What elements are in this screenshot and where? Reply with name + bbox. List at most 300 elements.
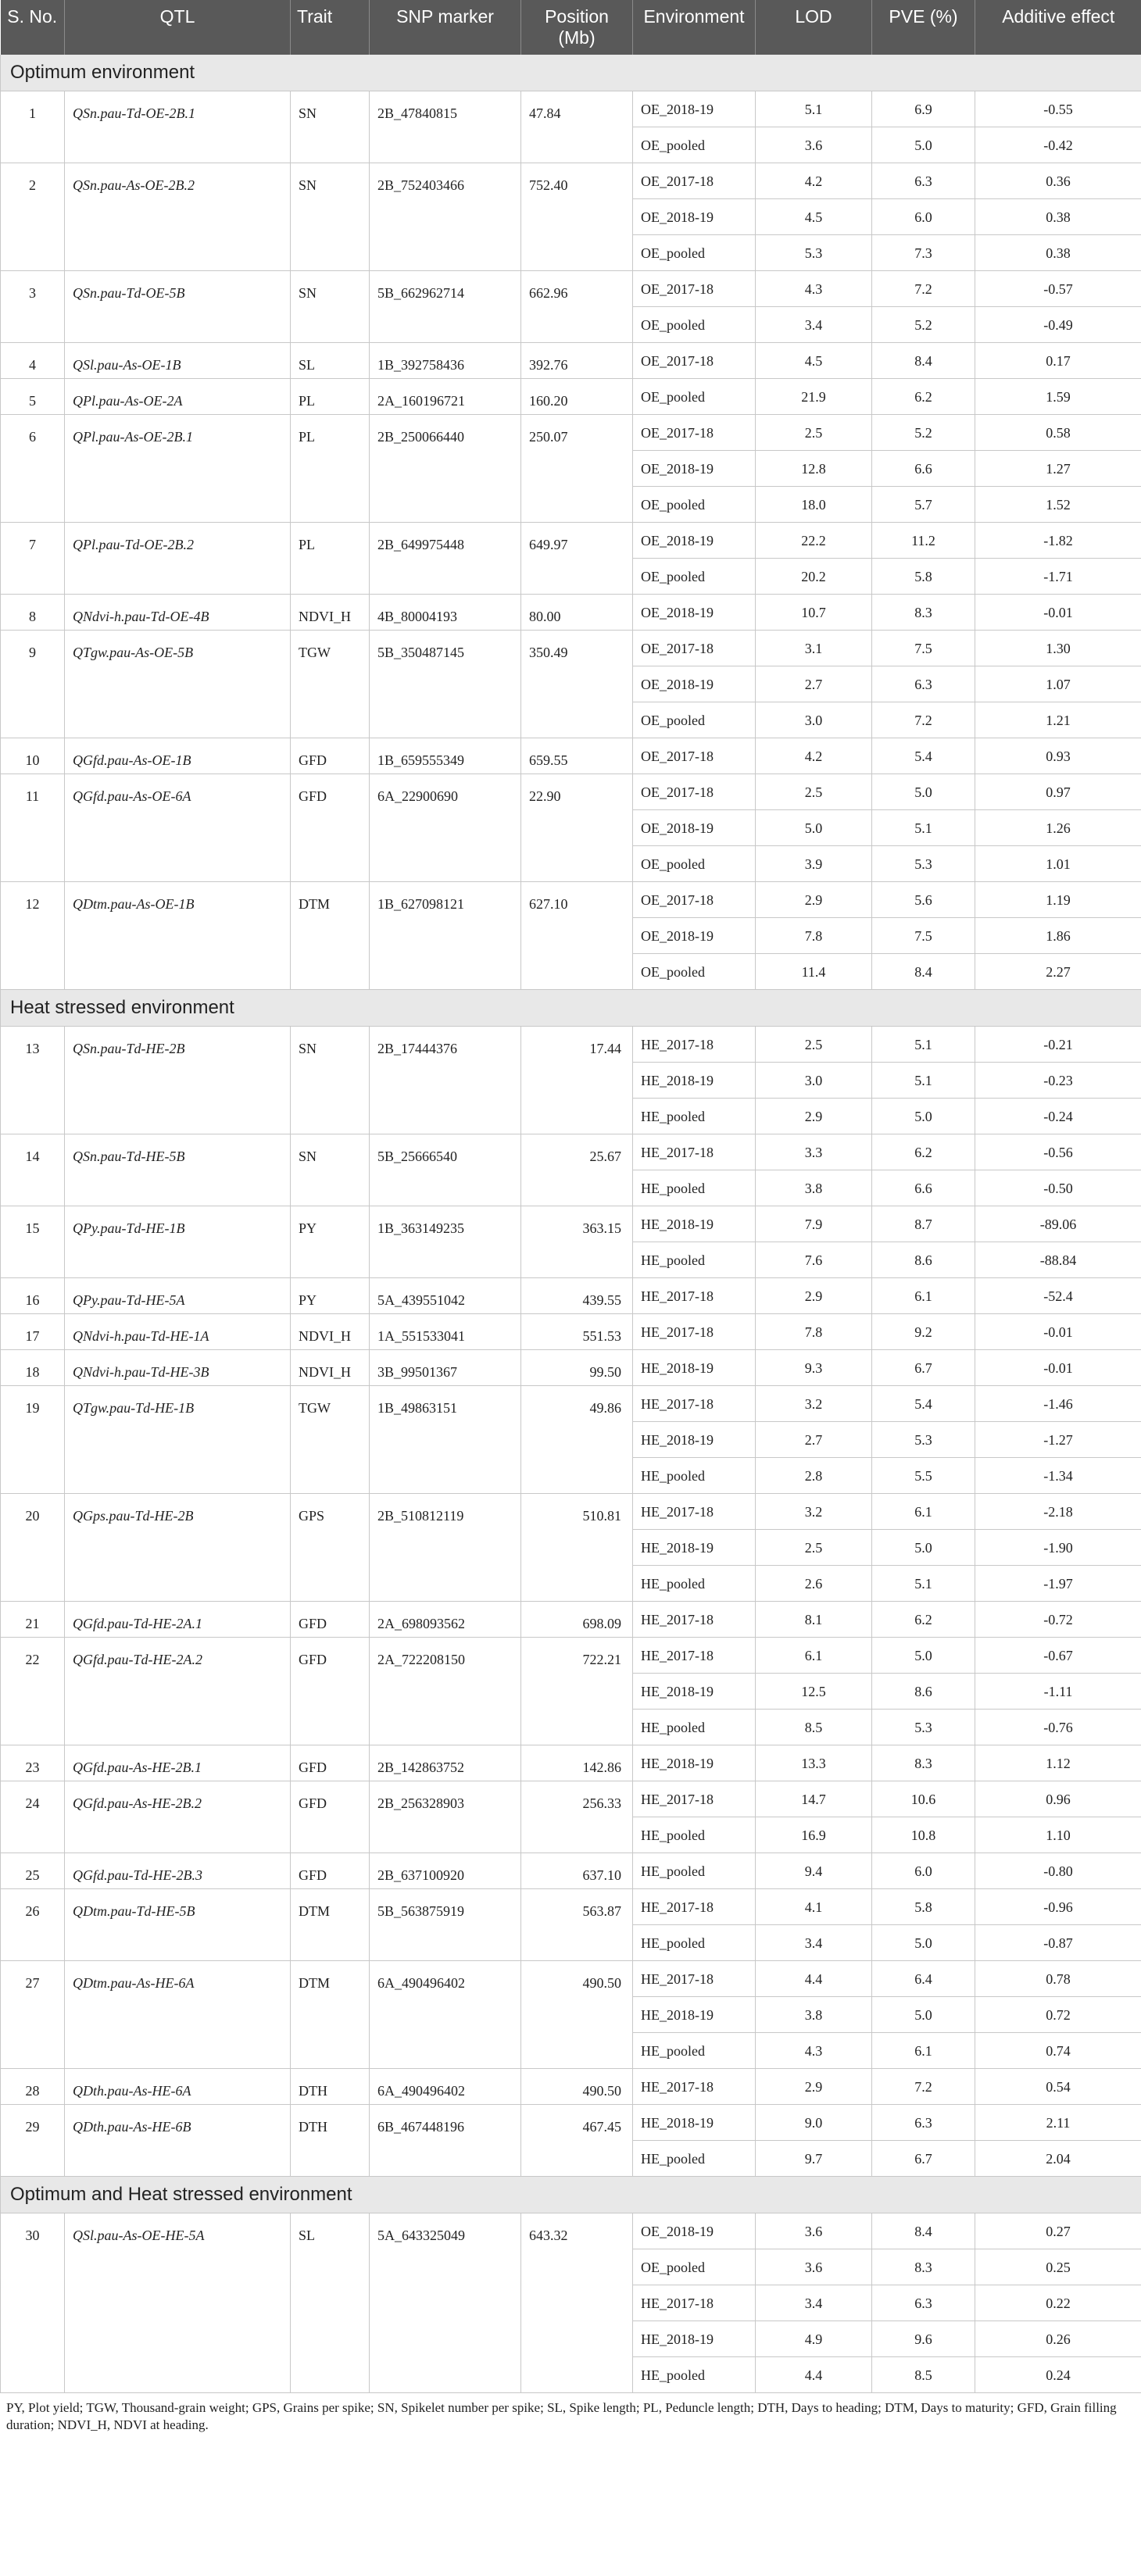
- table-row: [1, 1745, 1141, 1781]
- table-row: [1, 1278, 1141, 1314]
- table-row: [1, 2105, 1141, 2141]
- table-row: [1, 343, 1141, 379]
- lod-cell: 3.1: [756, 631, 872, 666]
- lod-cell: 3.3: [756, 1134, 872, 1170]
- lod-cell: 4.5: [756, 343, 872, 379]
- table-row: [1, 2069, 1141, 2105]
- pve-cell: 6.9: [872, 91, 975, 127]
- table-row: [1, 1386, 1141, 1422]
- lod-cell: 5.0: [756, 810, 872, 846]
- position-cell: 160.20: [521, 379, 633, 415]
- position-cell: 439.55: [521, 1278, 633, 1314]
- additive-effect-cell: -0.87: [975, 1925, 1141, 1961]
- additive-effect-cell: -1.27: [975, 1422, 1141, 1458]
- environment-cell: HE_2018-19: [633, 1997, 756, 2033]
- trait-cell: NDVI_H: [291, 1350, 370, 1386]
- qtl-cell: QSn.pau-Td-OE-2B.1: [65, 91, 291, 163]
- additive-effect-cell: -0.56: [975, 1134, 1141, 1170]
- sno-cell: 29: [1, 2105, 65, 2177]
- additive-effect-cell: 0.54: [975, 2069, 1141, 2105]
- environment-cell: HE_pooled: [633, 1566, 756, 1602]
- environment-cell: HE_2018-19: [633, 1063, 756, 1099]
- lod-cell: 9.7: [756, 2141, 872, 2177]
- lod-cell: 3.4: [756, 2285, 872, 2321]
- pve-cell: 5.8: [872, 559, 975, 595]
- additive-effect-cell: -0.42: [975, 127, 1141, 163]
- environment-cell: HE_2017-18: [633, 1494, 756, 1530]
- qtl-cell: QSn.pau-Td-HE-2B: [65, 1027, 291, 1134]
- trait-cell: SN: [291, 91, 370, 163]
- pve-cell: 6.1: [872, 1278, 975, 1314]
- environment-cell: HE_2017-18: [633, 1134, 756, 1170]
- qtl-cell: QGfd.pau-Td-HE-2A.1: [65, 1602, 291, 1638]
- table-body: [1, 55, 1141, 2393]
- pve-cell: 5.6: [872, 882, 975, 918]
- additive-effect-cell: 0.26: [975, 2321, 1141, 2357]
- header-additive-effect: Additive effect: [975, 0, 1141, 55]
- pve-cell: 5.0: [872, 1925, 975, 1961]
- lod-cell: 4.4: [756, 2357, 872, 2393]
- lod-cell: 2.9: [756, 2069, 872, 2105]
- trait-cell: GFD: [291, 1602, 370, 1638]
- position-cell: 363.15: [521, 1206, 633, 1278]
- qtl-cell: QDth.pau-As-HE-6A: [65, 2069, 291, 2105]
- lod-cell: 2.7: [756, 666, 872, 702]
- trait-cell: DTM: [291, 1889, 370, 1961]
- table-row: [1, 271, 1141, 307]
- snp-marker-cell: 6A_22900690: [370, 774, 521, 882]
- table-row: [1, 1027, 1141, 1063]
- pve-cell: 10.8: [872, 1817, 975, 1853]
- additive-effect-cell: -0.50: [975, 1170, 1141, 1206]
- environment-cell: OE_2017-18: [633, 163, 756, 199]
- environment-cell: OE_pooled: [633, 702, 756, 738]
- additive-effect-cell: -1.46: [975, 1386, 1141, 1422]
- qtl-cell: QGfd.pau-As-OE-1B: [65, 738, 291, 774]
- lod-cell: 3.9: [756, 846, 872, 882]
- lod-cell: 3.2: [756, 1494, 872, 1530]
- trait-cell: SL: [291, 343, 370, 379]
- pve-cell: 8.3: [872, 2249, 975, 2285]
- additive-effect-cell: 1.19: [975, 882, 1141, 918]
- additive-effect-cell: 1.30: [975, 631, 1141, 666]
- lod-cell: 18.0: [756, 487, 872, 523]
- lod-cell: 8.5: [756, 1710, 872, 1745]
- environment-cell: OE_pooled: [633, 846, 756, 882]
- additive-effect-cell: 1.12: [975, 1745, 1141, 1781]
- additive-effect-cell: -2.18: [975, 1494, 1141, 1530]
- position-cell: 350.49: [521, 631, 633, 738]
- position-cell: 142.86: [521, 1745, 633, 1781]
- table-footnote: PY, Plot yield; TGW, Thousand-grain weight; GPS, Grains per spike; SN, Spikelet number per spike; SL, Spike length; PL, Peduncle length; DTH, Days to heading; DTM, Days to maturity; GFD, Grain filling duration; NDVI_H, NDVI at heading.: [6, 2400, 1117, 2432]
- lod-cell: 2.8: [756, 1458, 872, 1494]
- sno-cell: 6: [1, 415, 65, 523]
- lod-cell: 7.8: [756, 1314, 872, 1350]
- sno-cell: 30: [1, 2213, 65, 2393]
- position-cell: 752.40: [521, 163, 633, 271]
- pve-cell: 5.4: [872, 1386, 975, 1422]
- trait-cell: GFD: [291, 1853, 370, 1889]
- environment-cell: OE_2017-18: [633, 738, 756, 774]
- additive-effect-cell: -0.01: [975, 1350, 1141, 1386]
- header-snp-marker: SNP marker: [370, 0, 521, 55]
- additive-effect-cell: -1.11: [975, 1674, 1141, 1710]
- qtl-cell: QSn.pau-As-OE-2B.2: [65, 163, 291, 271]
- environment-cell: HE_pooled: [633, 1099, 756, 1134]
- position-cell: 637.10: [521, 1853, 633, 1889]
- qtl-cell: QGfd.pau-As-HE-2B.1: [65, 1745, 291, 1781]
- additive-effect-cell: 1.86: [975, 918, 1141, 954]
- pve-cell: 5.4: [872, 738, 975, 774]
- additive-effect-cell: 1.27: [975, 451, 1141, 487]
- sno-cell: 14: [1, 1134, 65, 1206]
- section-title: Heat stressed environment: [1, 990, 1141, 1027]
- qtl-cell: QGfd.pau-As-OE-6A: [65, 774, 291, 882]
- lod-cell: 9.4: [756, 1853, 872, 1889]
- environment-cell: HE_2017-18: [633, 1278, 756, 1314]
- table-row: [1, 1602, 1141, 1638]
- pve-cell: 6.7: [872, 2141, 975, 2177]
- lod-cell: 5.1: [756, 91, 872, 127]
- snp-marker-cell: 6B_467448196: [370, 2105, 521, 2177]
- lod-cell: 4.3: [756, 271, 872, 307]
- position-cell: 490.50: [521, 2069, 633, 2105]
- environment-cell: HE_2018-19: [633, 1674, 756, 1710]
- additive-effect-cell: 0.27: [975, 2213, 1141, 2249]
- trait-cell: TGW: [291, 1386, 370, 1494]
- additive-effect-cell: -0.24: [975, 1099, 1141, 1134]
- pve-cell: 8.5: [872, 2357, 975, 2393]
- section-header-row: [1, 990, 1141, 1027]
- pve-cell: 8.6: [872, 1674, 975, 1710]
- environment-cell: OE_2017-18: [633, 415, 756, 451]
- table-row: [1, 882, 1141, 918]
- lod-cell: 8.1: [756, 1602, 872, 1638]
- pve-cell: 5.1: [872, 810, 975, 846]
- snp-marker-cell: 2B_510812119: [370, 1494, 521, 1602]
- sno-cell: 22: [1, 1638, 65, 1745]
- pve-cell: 7.5: [872, 631, 975, 666]
- lod-cell: 21.9: [756, 379, 872, 415]
- lod-cell: 2.9: [756, 1278, 872, 1314]
- pve-cell: 6.3: [872, 163, 975, 199]
- pve-cell: 5.0: [872, 127, 975, 163]
- lod-cell: 2.7: [756, 1422, 872, 1458]
- pve-cell: 5.1: [872, 1566, 975, 1602]
- additive-effect-cell: -0.01: [975, 595, 1141, 631]
- additive-effect-cell: -0.01: [975, 1314, 1141, 1350]
- environment-cell: HE_pooled: [633, 2033, 756, 2069]
- additive-effect-cell: 1.01: [975, 846, 1141, 882]
- qtl-cell: QGps.pau-Td-HE-2B: [65, 1494, 291, 1602]
- table-row: [1, 738, 1141, 774]
- additive-effect-cell: 0.25: [975, 2249, 1141, 2285]
- table-row: [1, 1889, 1141, 1925]
- pve-cell: 10.6: [872, 1781, 975, 1817]
- sno-cell: 5: [1, 379, 65, 415]
- environment-cell: OE_2018-19: [633, 199, 756, 235]
- additive-effect-cell: -0.57: [975, 271, 1141, 307]
- pve-cell: 8.4: [872, 2213, 975, 2249]
- pve-cell: 8.7: [872, 1206, 975, 1242]
- trait-cell: DTH: [291, 2069, 370, 2105]
- snp-marker-cell: 5B_350487145: [370, 631, 521, 738]
- environment-cell: HE_pooled: [633, 1817, 756, 1853]
- pve-cell: 6.4: [872, 1961, 975, 1997]
- pve-cell: 8.6: [872, 1242, 975, 1278]
- trait-cell: SL: [291, 2213, 370, 2393]
- additive-effect-cell: -89.06: [975, 1206, 1141, 1242]
- lod-cell: 3.8: [756, 1170, 872, 1206]
- position-cell: 467.45: [521, 2105, 633, 2177]
- environment-cell: HE_2017-18: [633, 2285, 756, 2321]
- table-row: [1, 595, 1141, 631]
- table-header: [1, 0, 1141, 55]
- additive-effect-cell: -0.76: [975, 1710, 1141, 1745]
- position-cell: 698.09: [521, 1602, 633, 1638]
- pve-cell: 7.2: [872, 271, 975, 307]
- additive-effect-cell: 0.72: [975, 1997, 1141, 2033]
- lod-cell: 2.5: [756, 1530, 872, 1566]
- lod-cell: 2.9: [756, 1099, 872, 1134]
- pve-cell: 5.7: [872, 487, 975, 523]
- header-pve: PVE (%): [872, 0, 975, 55]
- sno-cell: 17: [1, 1314, 65, 1350]
- table-row: [1, 1638, 1141, 1674]
- sno-cell: 9: [1, 631, 65, 738]
- sno-cell: 8: [1, 595, 65, 631]
- environment-cell: OE_pooled: [633, 379, 756, 415]
- snp-marker-cell: 5B_25666540: [370, 1134, 521, 1206]
- position-cell: 649.97: [521, 523, 633, 595]
- pve-cell: 6.6: [872, 451, 975, 487]
- sno-cell: 1: [1, 91, 65, 163]
- additive-effect-cell: 0.22: [975, 2285, 1141, 2321]
- position-cell: 17.44: [521, 1027, 633, 1134]
- header-lod: LOD: [756, 0, 872, 55]
- header-trait: Trait: [291, 0, 370, 55]
- trait-cell: GFD: [291, 1638, 370, 1745]
- table-row: [1, 91, 1141, 127]
- trait-cell: SN: [291, 271, 370, 343]
- sno-cell: 24: [1, 1781, 65, 1853]
- sno-cell: 10: [1, 738, 65, 774]
- lod-cell: 2.5: [756, 1027, 872, 1063]
- lod-cell: 3.6: [756, 2249, 872, 2285]
- environment-cell: OE_2017-18: [633, 631, 756, 666]
- pve-cell: 8.3: [872, 1745, 975, 1781]
- pve-cell: 7.5: [872, 918, 975, 954]
- environment-cell: OE_pooled: [633, 235, 756, 271]
- additive-effect-cell: 0.17: [975, 343, 1141, 379]
- qtl-cell: QDth.pau-As-HE-6B: [65, 2105, 291, 2177]
- trait-cell: TGW: [291, 631, 370, 738]
- snp-marker-cell: 2B_649975448: [370, 523, 521, 595]
- trait-cell: PL: [291, 523, 370, 595]
- section-title: Optimum environment: [1, 55, 1141, 91]
- pve-cell: 5.5: [872, 1458, 975, 1494]
- pve-cell: 6.1: [872, 2033, 975, 2069]
- additive-effect-cell: 1.10: [975, 1817, 1141, 1853]
- pve-cell: 5.2: [872, 415, 975, 451]
- lod-cell: 2.9: [756, 882, 872, 918]
- snp-marker-cell: 1A_551533041: [370, 1314, 521, 1350]
- lod-cell: 4.3: [756, 2033, 872, 2069]
- additive-effect-cell: -0.80: [975, 1853, 1141, 1889]
- environment-cell: OE_2018-19: [633, 91, 756, 127]
- position-cell: 22.90: [521, 774, 633, 882]
- environment-cell: OE_pooled: [633, 127, 756, 163]
- additive-effect-cell: -0.96: [975, 1889, 1141, 1925]
- trait-cell: DTM: [291, 1961, 370, 2069]
- trait-cell: PY: [291, 1206, 370, 1278]
- sno-cell: 11: [1, 774, 65, 882]
- environment-cell: OE_pooled: [633, 559, 756, 595]
- trait-cell: NDVI_H: [291, 1314, 370, 1350]
- lod-cell: 9.3: [756, 1350, 872, 1386]
- environment-cell: HE_2018-19: [633, 2321, 756, 2357]
- sno-cell: 13: [1, 1027, 65, 1134]
- qtl-cell: QPl.pau-Td-OE-2B.2: [65, 523, 291, 595]
- trait-cell: SN: [291, 163, 370, 271]
- table-row: [1, 774, 1141, 810]
- sno-cell: 16: [1, 1278, 65, 1314]
- lod-cell: 4.5: [756, 199, 872, 235]
- environment-cell: HE_2017-18: [633, 1638, 756, 1674]
- pve-cell: 5.0: [872, 1530, 975, 1566]
- snp-marker-cell: 1B_659555349: [370, 738, 521, 774]
- qtl-cell: QPy.pau-Td-HE-1B: [65, 1206, 291, 1278]
- additive-effect-cell: -52.4: [975, 1278, 1141, 1314]
- pve-cell: 6.0: [872, 199, 975, 235]
- qtl-cell: QGfd.pau-As-HE-2B.2: [65, 1781, 291, 1853]
- qtl-cell: QSn.pau-Td-OE-5B: [65, 271, 291, 343]
- snp-marker-cell: 4B_80004193: [370, 595, 521, 631]
- snp-marker-cell: 1B_392758436: [370, 343, 521, 379]
- environment-cell: OE_pooled: [633, 954, 756, 990]
- position-cell: 643.32: [521, 2213, 633, 2393]
- snp-marker-cell: 2B_256328903: [370, 1781, 521, 1853]
- table-row: [1, 163, 1141, 199]
- pve-cell: 5.3: [872, 1710, 975, 1745]
- lod-cell: 12.5: [756, 1674, 872, 1710]
- table-row: [1, 379, 1141, 415]
- sno-cell: 19: [1, 1386, 65, 1494]
- environment-cell: HE_pooled: [633, 2357, 756, 2393]
- sno-cell: 7: [1, 523, 65, 595]
- lod-cell: 3.6: [756, 127, 872, 163]
- qtl-cell: QDtm.pau-As-OE-1B: [65, 882, 291, 990]
- environment-cell: HE_pooled: [633, 1170, 756, 1206]
- qtl-cell: QPl.pau-As-OE-2A: [65, 379, 291, 415]
- environment-cell: HE_2017-18: [633, 1027, 756, 1063]
- lod-cell: 7.8: [756, 918, 872, 954]
- pve-cell: 6.2: [872, 379, 975, 415]
- environment-cell: OE_2018-19: [633, 666, 756, 702]
- position-cell: 659.55: [521, 738, 633, 774]
- pve-cell: 5.0: [872, 1997, 975, 2033]
- snp-marker-cell: 2B_250066440: [370, 415, 521, 523]
- sno-cell: 27: [1, 1961, 65, 2069]
- table-row: [1, 1206, 1141, 1242]
- trait-cell: GFD: [291, 774, 370, 882]
- position-cell: 47.84: [521, 91, 633, 163]
- environment-cell: HE_pooled: [633, 1925, 756, 1961]
- environment-cell: HE_2018-19: [633, 1206, 756, 1242]
- table-row: [1, 1350, 1141, 1386]
- lod-cell: 5.3: [756, 235, 872, 271]
- additive-effect-cell: 1.07: [975, 666, 1141, 702]
- environment-cell: HE_pooled: [633, 1853, 756, 1889]
- pve-cell: 8.4: [872, 954, 975, 990]
- additive-effect-cell: 0.78: [975, 1961, 1141, 1997]
- trait-cell: PY: [291, 1278, 370, 1314]
- qtl-cell: QNdvi-h.pau-Td-HE-1A: [65, 1314, 291, 1350]
- environment-cell: HE_2017-18: [633, 1602, 756, 1638]
- lod-cell: 14.7: [756, 1781, 872, 1817]
- sno-cell: 2: [1, 163, 65, 271]
- environment-cell: HE_2017-18: [633, 1889, 756, 1925]
- additive-effect-cell: -0.23: [975, 1063, 1141, 1099]
- position-cell: 662.96: [521, 271, 633, 343]
- environment-cell: OE_2018-19: [633, 918, 756, 954]
- additive-effect-cell: 0.58: [975, 415, 1141, 451]
- lod-cell: 12.8: [756, 451, 872, 487]
- lod-cell: 7.9: [756, 1206, 872, 1242]
- lod-cell: 16.9: [756, 1817, 872, 1853]
- additive-effect-cell: 0.38: [975, 199, 1141, 235]
- snp-marker-cell: 5A_643325049: [370, 2213, 521, 2393]
- qtl-cell: QTgw.pau-Td-HE-1B: [65, 1386, 291, 1494]
- additive-effect-cell: -0.49: [975, 307, 1141, 343]
- environment-cell: OE_pooled: [633, 487, 756, 523]
- qtl-cell: QSn.pau-Td-HE-5B: [65, 1134, 291, 1206]
- environment-cell: HE_2018-19: [633, 2105, 756, 2141]
- additive-effect-cell: -0.55: [975, 91, 1141, 127]
- lod-cell: 3.4: [756, 307, 872, 343]
- snp-marker-cell: 2A_698093562: [370, 1602, 521, 1638]
- snp-marker-cell: 5B_563875919: [370, 1889, 521, 1961]
- additive-effect-cell: -1.71: [975, 559, 1141, 595]
- pve-cell: 6.7: [872, 1350, 975, 1386]
- qtl-cell: QGfd.pau-Td-HE-2B.3: [65, 1853, 291, 1889]
- sno-cell: 21: [1, 1602, 65, 1638]
- qtl-cell: QDtm.pau-As-HE-6A: [65, 1961, 291, 2069]
- lod-cell: 2.5: [756, 415, 872, 451]
- qtl-cell: QPy.pau-Td-HE-5A: [65, 1278, 291, 1314]
- position-cell: 25.67: [521, 1134, 633, 1206]
- additive-effect-cell: 1.52: [975, 487, 1141, 523]
- environment-cell: HE_2017-18: [633, 2069, 756, 2105]
- additive-effect-cell: 0.38: [975, 235, 1141, 271]
- lod-cell: 3.8: [756, 1997, 872, 2033]
- position-cell: 722.21: [521, 1638, 633, 1745]
- additive-effect-cell: 0.96: [975, 1781, 1141, 1817]
- snp-marker-cell: 5B_662962714: [370, 271, 521, 343]
- lod-cell: 20.2: [756, 559, 872, 595]
- table-row: [1, 415, 1141, 451]
- pve-cell: 5.3: [872, 1422, 975, 1458]
- header-row: [1, 0, 1141, 55]
- sno-cell: 20: [1, 1494, 65, 1602]
- lod-cell: 6.1: [756, 1638, 872, 1674]
- additive-effect-cell: 2.11: [975, 2105, 1141, 2141]
- lod-cell: 10.7: [756, 595, 872, 631]
- environment-cell: HE_2017-18: [633, 1314, 756, 1350]
- trait-cell: GFD: [291, 1781, 370, 1853]
- pve-cell: 6.3: [872, 2105, 975, 2141]
- lod-cell: 11.4: [756, 954, 872, 990]
